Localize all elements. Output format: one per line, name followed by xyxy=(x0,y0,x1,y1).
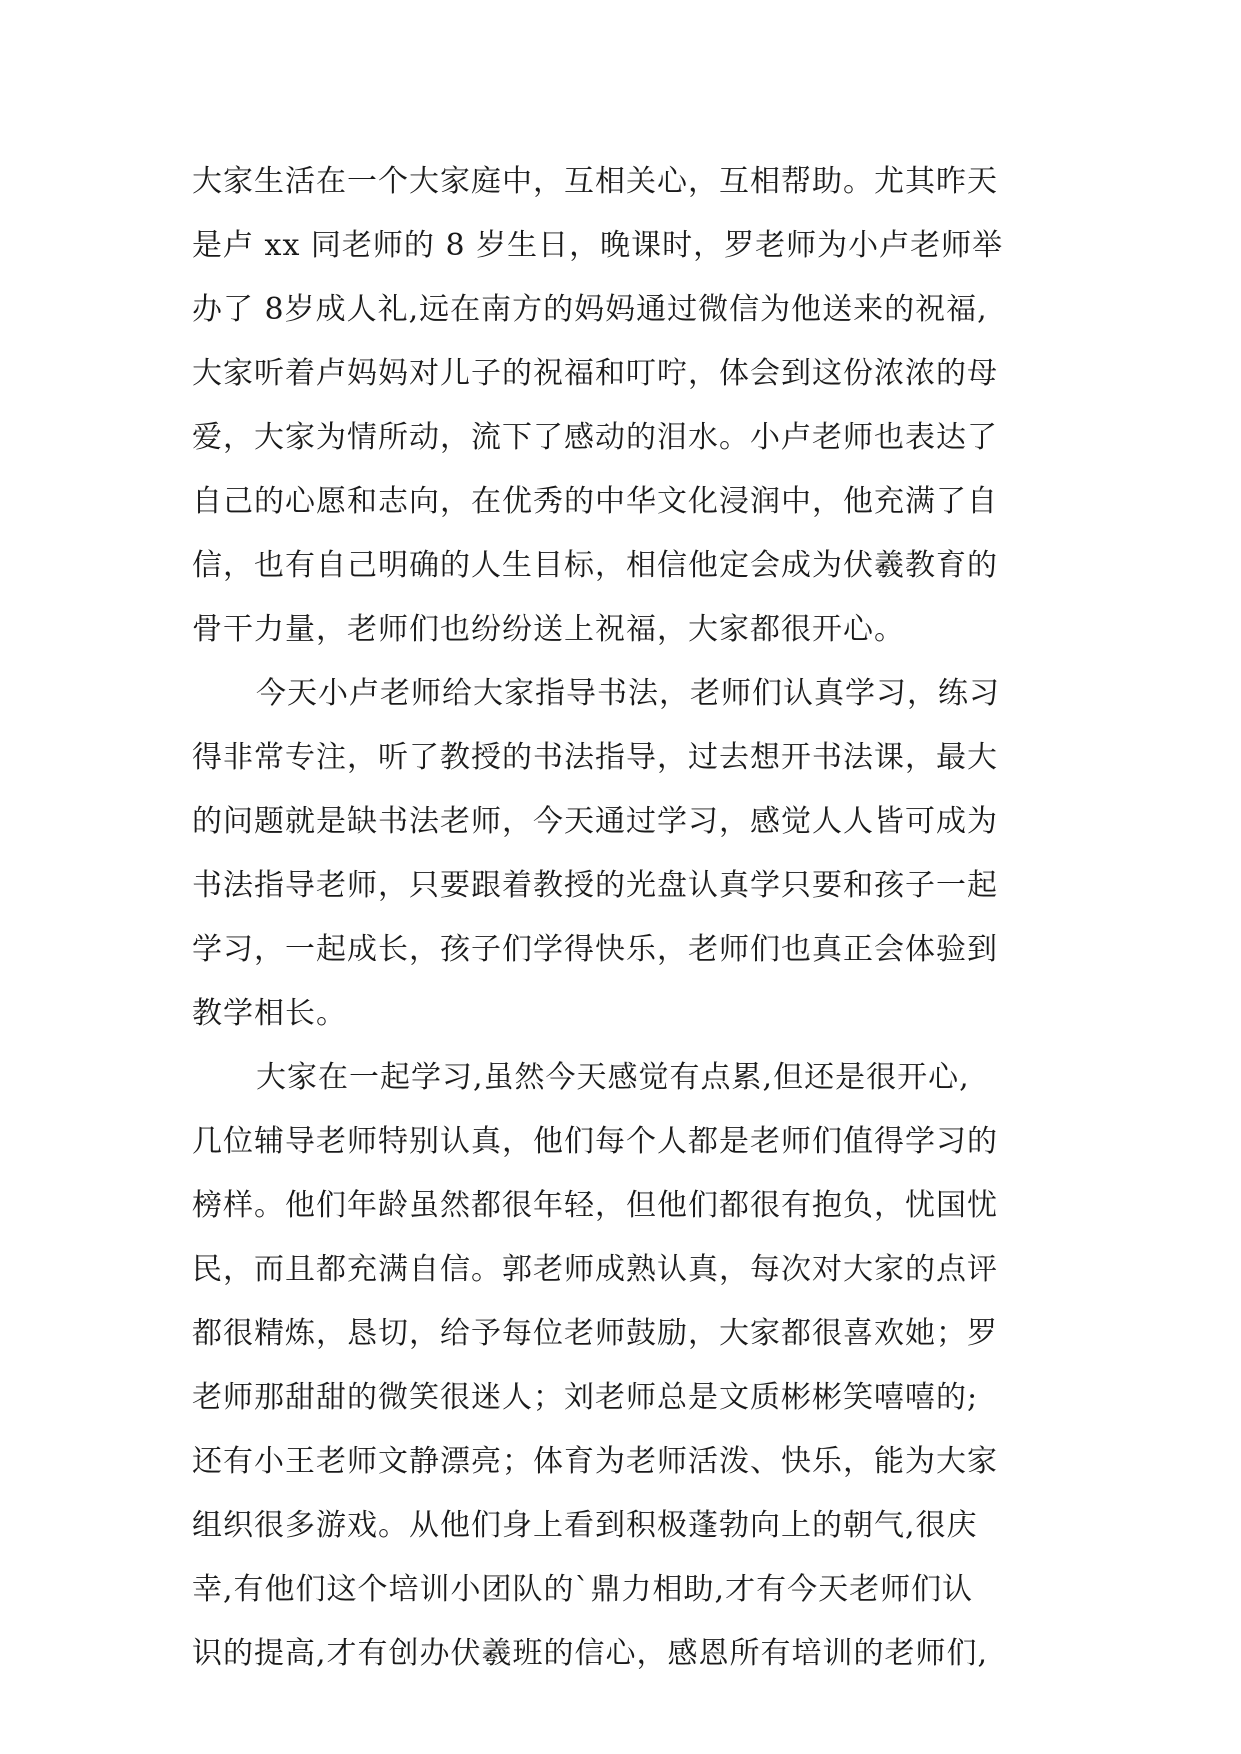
text-line: 今天小卢老师给大家指导书法，老师们认真学习，练习 xyxy=(256,676,1000,711)
text-line: 榜样。他们年龄虽然都很年轻，但他们都很有抱负，忧国忧 xyxy=(192,1188,998,1223)
text-line: 民，而且都充满自信。郭老师成熟认真，每次对大家的点评 xyxy=(192,1252,998,1287)
text-line: 自己的心愿和志向，在优秀的中华文化浸润中，他充满了自 xyxy=(192,484,998,519)
paragraph-2 xyxy=(192,662,1092,1046)
text-line: 识的提高,才有创办伏羲班的信心，感恩所有培训的老师们, xyxy=(192,1636,989,1671)
text-line: 都很精炼，恳切，给予每位老师鼓励，大家都很喜欢她；罗 xyxy=(192,1316,998,1351)
paragraph-3 xyxy=(192,1046,1092,1686)
document-body xyxy=(192,150,1092,1686)
text-line: 组织很多游戏。从他们身上看到积极蓬勃向上的朝气,很庆 xyxy=(192,1508,978,1543)
text-line: 老师那甜甜的微笑很迷人；刘老师总是文质彬彬笑嘻嘻的; xyxy=(192,1380,979,1415)
text-line: 骨干力量，老师们也纷纷送上祝福，大家都很开心。 xyxy=(192,612,905,647)
text-line: 是卢 xx 同老师的 8 岁生日，晚课时，罗老师为小卢老师举 xyxy=(192,228,1004,263)
text-line: 幸,有他们这个培训小团队的`鼎力相助,才有今天老师们认 xyxy=(192,1572,974,1607)
text-line: 还有小王老师文静漂亮；体育为老师活泼、快乐，能为大家 xyxy=(192,1444,998,1479)
paragraph-1 xyxy=(192,150,1092,662)
text-line: 大家在一起学习,虽然今天感觉有点累,但还是很开心, xyxy=(256,1060,970,1095)
text-line: 信，也有自己明确的人生目标，相信他定会成为伏羲教育的 xyxy=(192,548,998,583)
text-line: 得非常专注，听了教授的书法指导，过去想开书法课，最大 xyxy=(192,740,998,775)
text-line: 几位辅导老师特别认真，他们每个人都是老师们值得学习的 xyxy=(192,1124,998,1159)
text-line: 的问题就是缺书法老师，今天通过学习，感觉人人皆可成为 xyxy=(192,804,998,839)
text-line: 大家生活在一个大家庭中，互相关心，互相帮助。尤其昨天 xyxy=(192,164,998,199)
text-line: 教学相长。 xyxy=(192,996,347,1031)
text-line: 大家听着卢妈妈对儿子的祝福和叮咛，体会到这份浓浓的母 xyxy=(192,356,998,391)
text-line: 学习，一起成长，孩子们学得快乐，老师们也真正会体验到 xyxy=(192,932,998,967)
text-line: 办了 8岁成人礼,远在南方的妈妈通过微信为他送来的祝福, xyxy=(192,292,988,327)
text-line: 爱，大家为情所动，流下了感动的泪水。小卢老师也表达了 xyxy=(192,420,998,455)
text-line: 书法指导老师，只要跟着教授的光盘认真学只要和孩子一起 xyxy=(192,868,998,903)
